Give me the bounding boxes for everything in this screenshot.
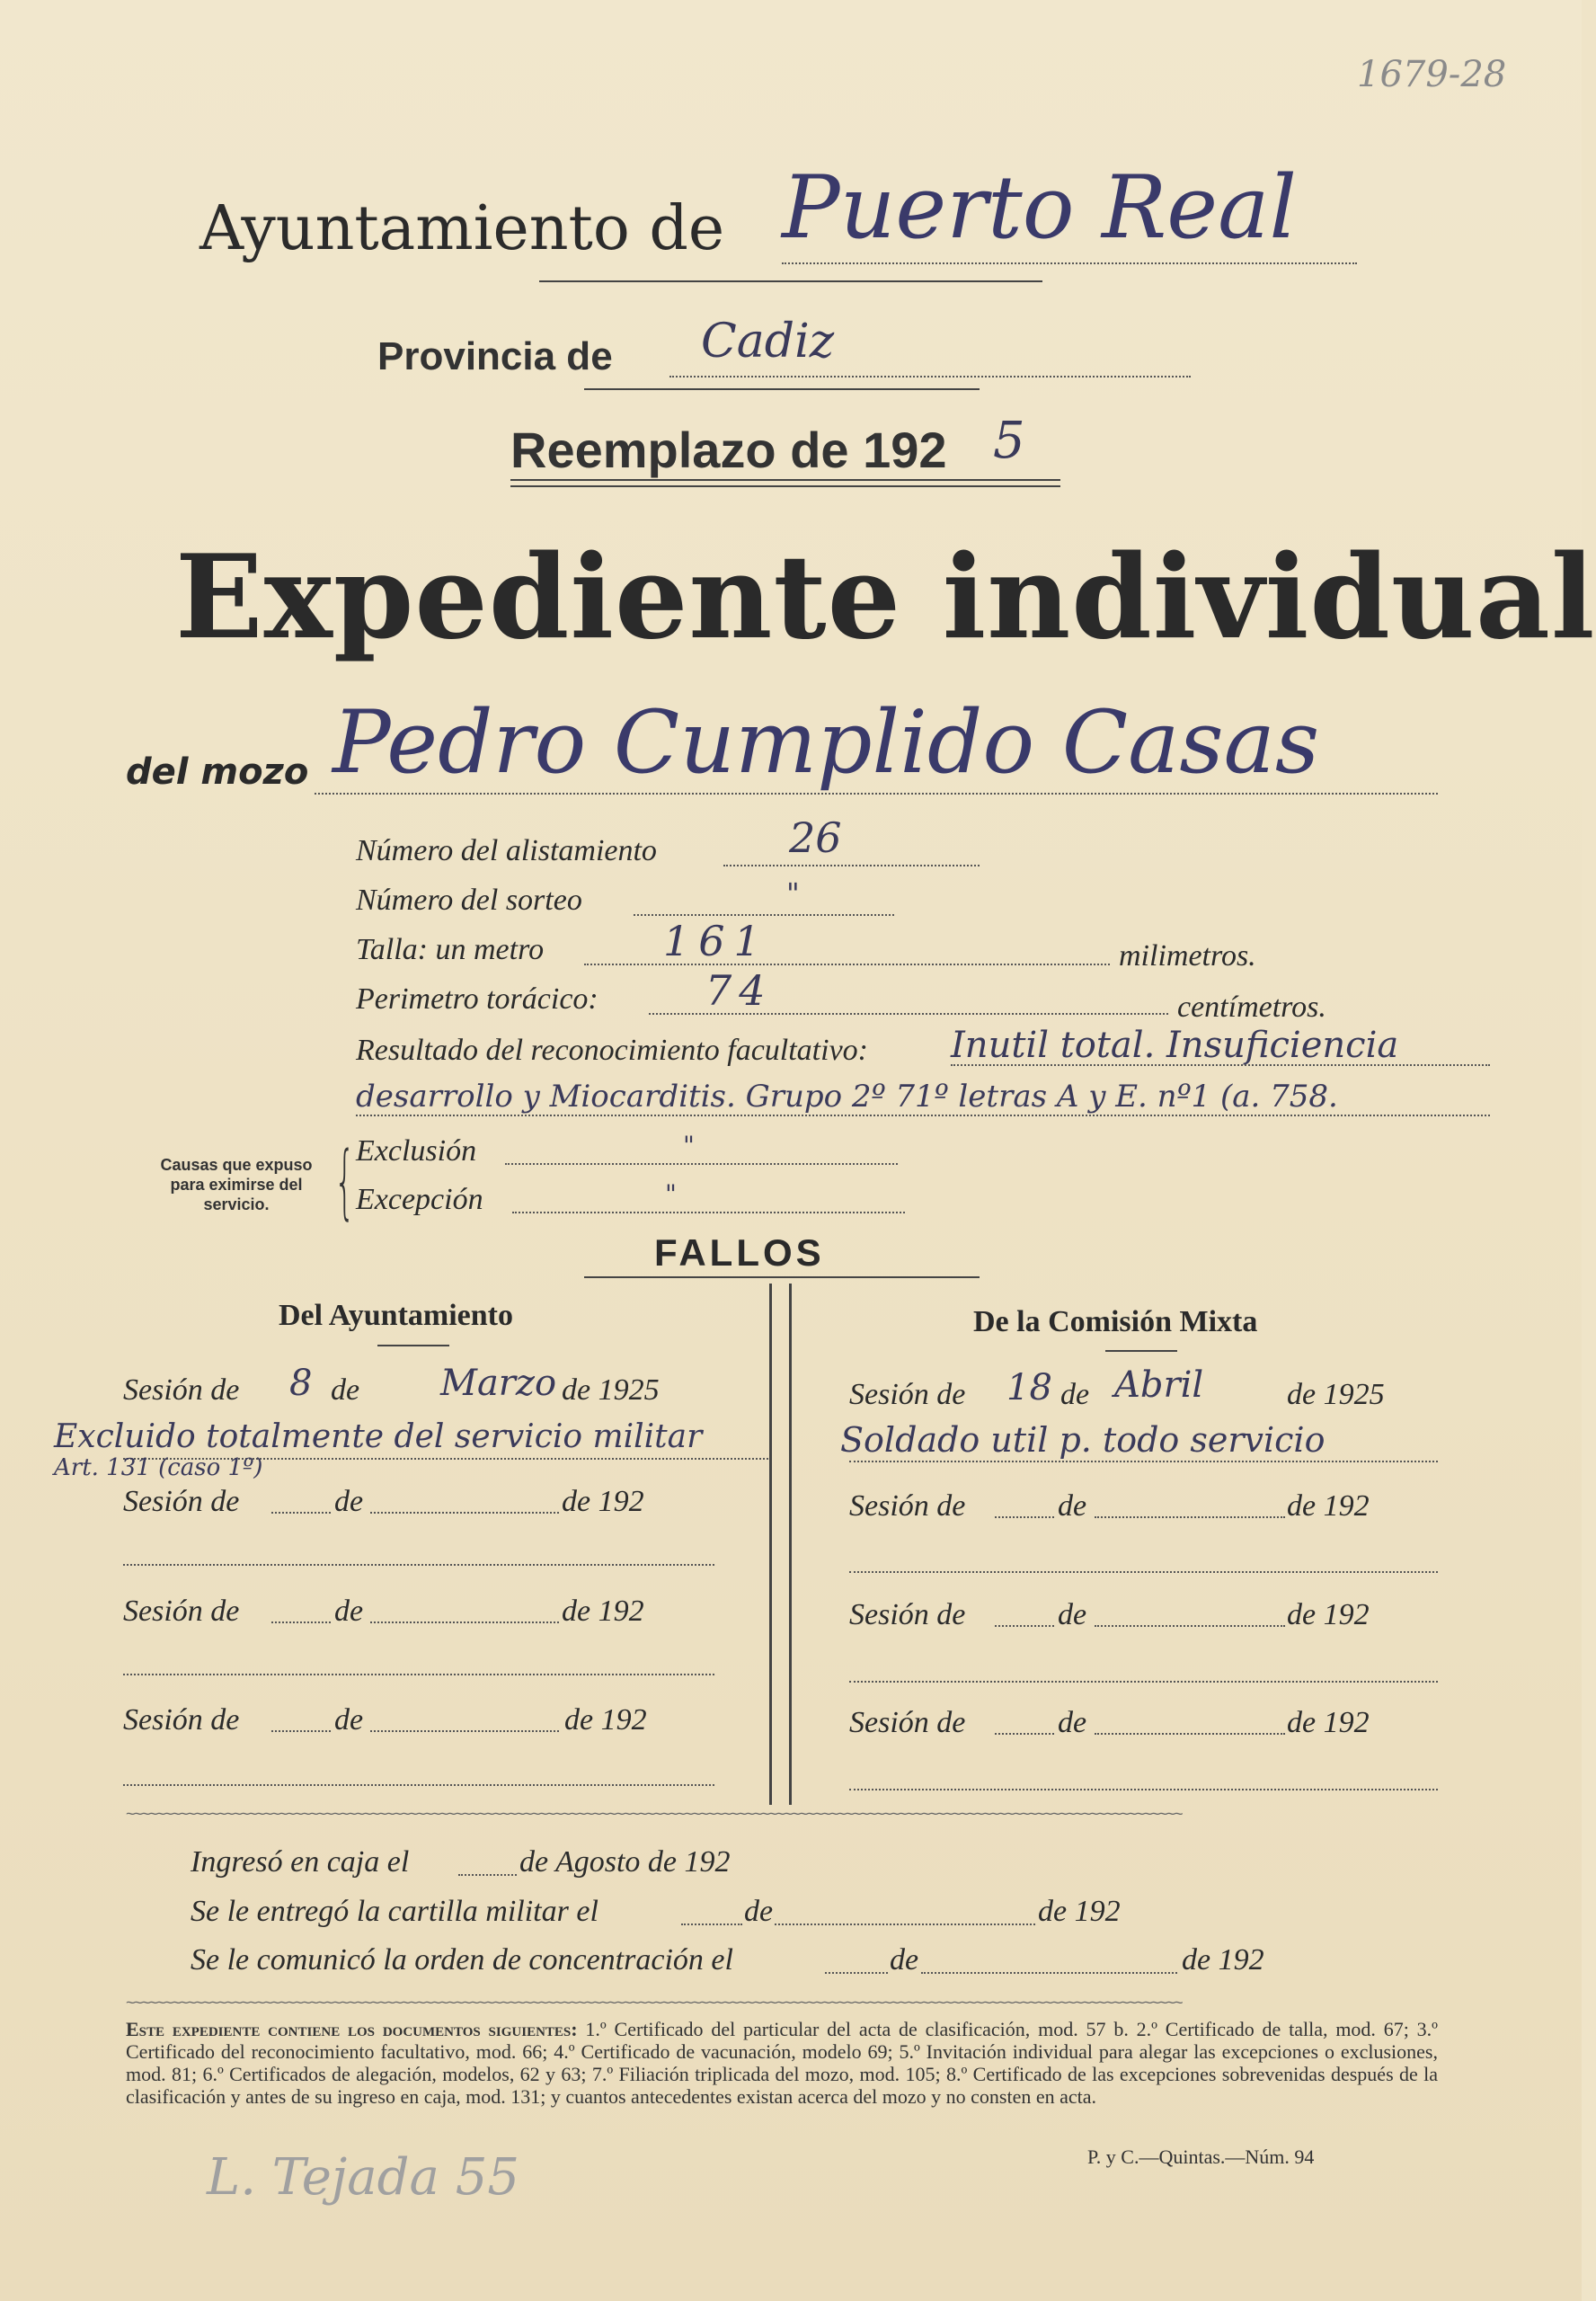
ayto-s1-de: de <box>331 1373 360 1407</box>
printer-mark: P. y C.—Quintas.—Núm. 94 <box>1087 2146 1315 2168</box>
archive-reference: 1679-28 <box>1357 54 1507 95</box>
com-s4-de: de <box>1058 1706 1087 1739</box>
resultado-dotted-line-1 <box>951 1064 1490 1066</box>
brace-symbol: { <box>334 1134 356 1229</box>
ayto-s3-de: de <box>334 1595 364 1628</box>
concentracion-de: de <box>890 1943 919 1977</box>
fallos-heading: FALLOS <box>654 1231 825 1274</box>
comision-title-underline <box>1105 1350 1177 1352</box>
ayuntamiento-title-underline <box>377 1345 449 1346</box>
comision-column-title: De la Comisión Mixta <box>973 1305 1258 1338</box>
com-s1-day: 18 <box>1006 1367 1052 1408</box>
com-s4-year: de 192 <box>1287 1706 1370 1739</box>
com-s1-year: de 1925 <box>1287 1378 1385 1411</box>
com-s3-day-line <box>995 1625 1054 1627</box>
perimetro-value: 74 <box>705 966 773 1015</box>
com-s3-year: de 192 <box>1287 1598 1370 1631</box>
com-s1-result-line1: Soldado util p. todo servicio <box>840 1420 1326 1460</box>
excepcion-value: " <box>665 1179 677 1209</box>
com-s1-sesion-label: Sesión de <box>849 1378 966 1411</box>
talla-unit: milimetros. <box>1119 939 1256 973</box>
concentracion-year: de 192 <box>1182 1943 1264 1977</box>
reemplazo-label: Reemplazo de 192 <box>510 422 947 478</box>
ayto-s3-month-line <box>370 1621 559 1623</box>
excepcion-label: Excepción <box>356 1183 483 1216</box>
documents-note <box>126 2018 1438 2108</box>
ayto-s4-de: de <box>334 1703 364 1737</box>
com-s1-month: Abril <box>1114 1364 1204 1406</box>
document-title: Expediente individual <box>175 530 1596 665</box>
cartilla-day-line <box>681 1923 742 1925</box>
resultado-value-line2: desarrollo y Miocarditis. Grupo 2º 71º letras A y E. nº1 (a. 758. <box>356 1079 1338 1115</box>
documents-list: 1.º Certificado del particular del acta de clasificación, mod. 57 b. 2.º Certificado de talla, mod. 67; 3.º Certificado del reconocimiento facultativo, mod. 66; 4.º Certificado de vacunación, modelo 69; 5.º Invitación individual para alegar las excepciones o exclusiones, mod. 81; 6.º Certificados de alegación, modelos, 62 y 63; 7.º Filiación triplicada del mozo, mod. 105; 8.º Certificado de las excepciones sobrevenidas después de la clasificación y antes de su ingreso en caja, mod. 131; y cuantos antecedentes existan acerca del mozo y no consten en acta. <box>126 2018 1438 2108</box>
resultado-value-line1: Inutil total. Insuficiencia <box>951 1025 1399 1066</box>
ornament-rule <box>539 280 1042 282</box>
com-s1-result-dotted-line <box>849 1461 1438 1462</box>
exclusion-value: " <box>683 1131 695 1160</box>
ayto-s4-sesion-label: Sesión de <box>123 1703 240 1737</box>
perimetro-unit: centímetros. <box>1177 991 1326 1024</box>
alistamiento-dotted-line <box>723 865 980 866</box>
ayto-s4-month-line <box>370 1730 559 1732</box>
talla-dotted-line <box>584 964 1110 965</box>
ayto-s1-month: Marzo <box>440 1363 557 1404</box>
ayto-s3-result-line <box>123 1674 714 1675</box>
mozo-label: del mozo <box>126 751 309 793</box>
alistamiento-value: 26 <box>789 813 842 862</box>
com-s2-result-line <box>849 1571 1438 1573</box>
cartilla-year: de 192 <box>1038 1895 1121 1928</box>
reemplazo-underline-2 <box>510 485 1060 487</box>
pencil-annotation: L. Tejada 55 <box>207 2148 519 2207</box>
mozo-name: Pedro Cumplido Casas <box>332 692 1320 793</box>
ayto-s2-year: de 192 <box>562 1485 644 1518</box>
exclusion-label: Exclusión <box>356 1134 477 1168</box>
mozo-dotted-line <box>315 793 1438 795</box>
ayto-s3-sesion-label: Sesión de <box>123 1595 240 1628</box>
ayto-s4-year: de 192 <box>564 1703 647 1737</box>
ayto-s1-result-line2: Art. 131 (caso 1º) <box>54 1454 263 1481</box>
com-s2-sesion-label: Sesión de <box>849 1489 966 1523</box>
fallos-underline <box>584 1276 980 1278</box>
ayto-s1-year: de 1925 <box>562 1373 660 1407</box>
ingreso-mid: de Agosto de 192 <box>519 1845 731 1879</box>
provincia-value: Cadiz <box>701 315 835 369</box>
resultado-dotted-line-2 <box>356 1115 1490 1116</box>
ayto-s1-sesion-label: Sesión de <box>123 1373 240 1407</box>
ingreso-day-line <box>458 1874 517 1876</box>
causas-side-label: Causas que expuso para eximirse del servicio. <box>160 1156 313 1213</box>
com-s2-month-line <box>1095 1516 1285 1518</box>
exclusion-dotted-line <box>505 1163 898 1165</box>
talla-value: 161 <box>663 917 769 965</box>
ayto-s2-result-line <box>123 1564 714 1566</box>
ayto-s3-year: de 192 <box>562 1595 644 1628</box>
reemplazo-underline <box>510 479 1060 481</box>
com-s4-month-line <box>1095 1733 1285 1735</box>
perimetro-dotted-line <box>649 1013 1168 1015</box>
wavy-divider-1 <box>126 1805 1447 1812</box>
concentracion-day-line <box>825 1972 888 1974</box>
ayuntamiento-value: Puerto Real <box>782 157 1298 258</box>
talla-label: Talla: un metro <box>356 933 545 966</box>
ayto-s3-day-line <box>271 1621 331 1623</box>
com-s3-result-line <box>849 1681 1438 1683</box>
column-divider-right <box>789 1284 792 1805</box>
com-s3-de: de <box>1058 1598 1087 1631</box>
cartilla-de: de <box>744 1895 774 1928</box>
com-s2-de: de <box>1058 1489 1087 1523</box>
ayto-s2-day-line <box>271 1512 331 1514</box>
com-s2-year: de 192 <box>1287 1489 1370 1523</box>
perimetro-label: Perimetro torácico: <box>356 982 598 1016</box>
com-s3-month-line <box>1095 1625 1285 1627</box>
ayto-s1-result-line1: Excluido totalmente del servicio militar <box>54 1418 703 1455</box>
alistamiento-label: Número del alistamiento <box>356 834 657 867</box>
excepcion-dotted-line <box>512 1212 905 1213</box>
resultado-label: Resultado del reconocimiento facultativo: <box>356 1034 868 1067</box>
com-s4-sesion-label: Sesión de <box>849 1706 966 1739</box>
concentracion-month-line <box>921 1972 1177 1974</box>
com-s1-de: de <box>1060 1378 1090 1411</box>
column-divider-left <box>769 1284 772 1805</box>
provincia-dotted-line <box>669 376 1191 378</box>
provincia-rule <box>584 388 980 390</box>
ayto-s2-sesion-label: Sesión de <box>123 1485 240 1518</box>
ayuntamiento-dotted-line <box>782 262 1357 264</box>
sorteo-dotted-line <box>634 914 894 916</box>
provincia-label: Provincia de <box>377 334 613 378</box>
com-s3-sesion-label: Sesión de <box>849 1598 966 1631</box>
ayto-s4-result-line <box>123 1784 714 1786</box>
ingreso-label: Ingresó en caja el <box>191 1845 410 1879</box>
com-s2-day-line <box>995 1516 1054 1518</box>
ayto-s4-day-line <box>271 1730 331 1732</box>
ayto-s1-day: 8 <box>289 1363 313 1404</box>
reemplazo-value: 5 <box>993 412 1025 470</box>
concentracion-label: Se le comunicó la orden de concentración el <box>191 1943 733 1977</box>
ayuntamiento-column-title: Del Ayuntamiento <box>279 1299 513 1332</box>
ayto-s2-de: de <box>334 1485 364 1518</box>
cartilla-month-line <box>775 1923 1035 1925</box>
wavy-divider-2 <box>126 1994 1447 2001</box>
com-s4-result-line <box>849 1789 1438 1790</box>
ayto-s2-month-line <box>370 1512 559 1514</box>
documents-lead: Este expediente contiene los documentos siguientes: <box>126 2018 578 2040</box>
cartilla-label: Se le entregó la cartilla militar el <box>191 1895 598 1928</box>
sorteo-label: Número del sorteo <box>356 884 582 917</box>
sorteo-value: " <box>786 876 800 911</box>
com-s4-day-line <box>995 1733 1054 1735</box>
ayuntamiento-label: Ayuntamiento de <box>200 193 725 264</box>
